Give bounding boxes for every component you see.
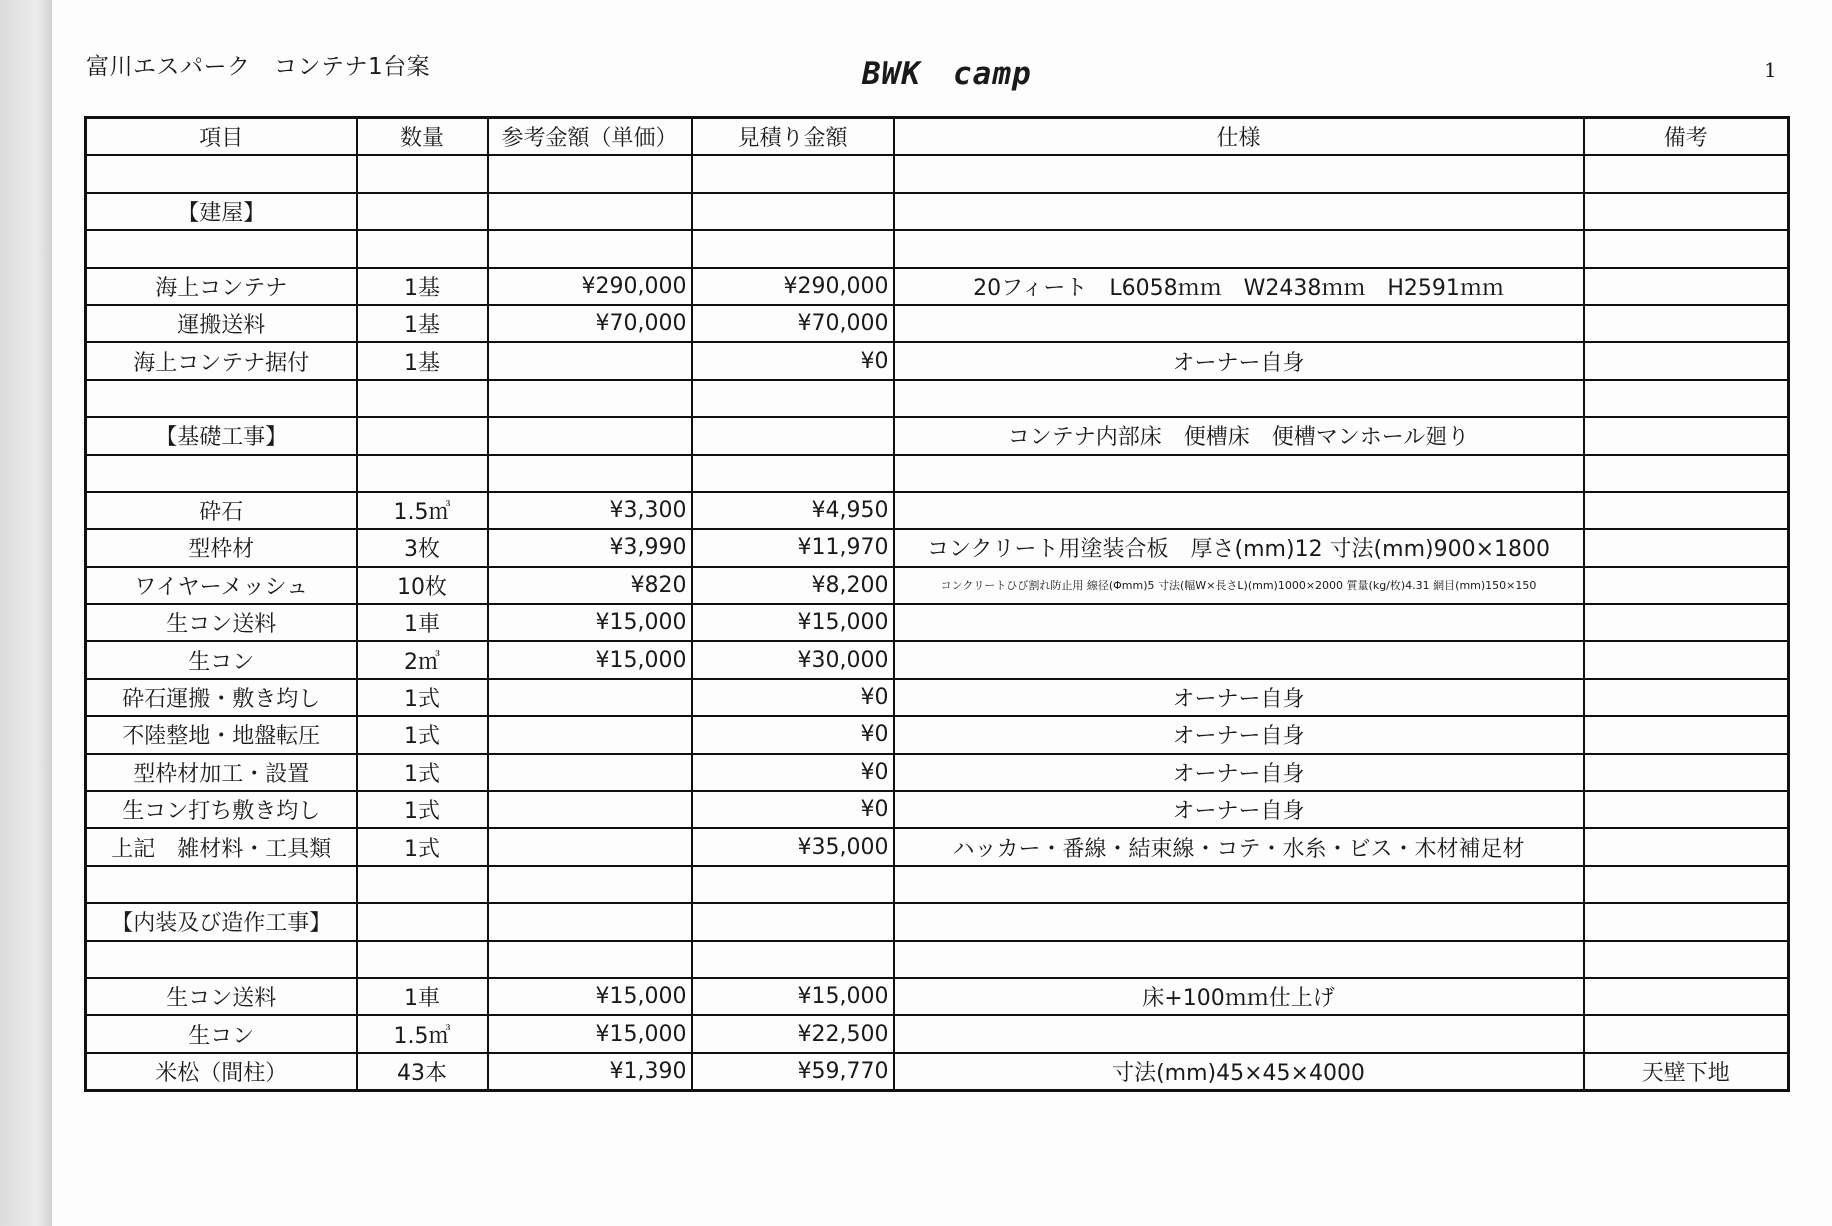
cell-item: 型枠材加工・設置 (86, 754, 357, 791)
cell-estimate-amount: ¥35,000 (692, 828, 894, 865)
cell-specification: オーナー自身 (894, 716, 1584, 753)
header-item: 項目 (86, 118, 357, 156)
cell-remarks (1584, 604, 1789, 641)
cell-estimate-amount (692, 380, 894, 417)
table-row (86, 305, 1789, 342)
estimate-table (84, 116, 1790, 1092)
table-row (86, 1015, 1789, 1052)
table-row (86, 492, 1789, 529)
cell-specification (894, 193, 1584, 230)
cell-reference-price (488, 342, 692, 379)
cell-remarks (1584, 380, 1789, 417)
cell-item: 砕石運搬・敷き均し (86, 679, 357, 716)
cell-specification: オーナー自身 (894, 791, 1584, 828)
cell-estimate-amount (692, 866, 894, 903)
cell-reference-price: ¥290,000 (488, 268, 692, 305)
cell-specification (894, 492, 1584, 529)
table-row (86, 716, 1789, 753)
cell-estimate-amount (692, 455, 894, 492)
header-specification: 仕様 (894, 118, 1584, 156)
table-row (86, 567, 1789, 604)
cell-remarks: 天壁下地 (1584, 1053, 1789, 1091)
cell-estimate-amount: ¥0 (692, 754, 894, 791)
cell-estimate-amount (692, 155, 894, 192)
cell-item: 海上コンテナ (86, 268, 357, 305)
cell-quantity: 1式 (357, 679, 488, 716)
cell-specification: オーナー自身 (894, 754, 1584, 791)
cell-item: 砕石 (86, 492, 357, 529)
cell-estimate-amount: ¥59,770 (692, 1053, 894, 1091)
table-row (86, 866, 1789, 903)
table-row (86, 155, 1789, 192)
cell-remarks (1584, 305, 1789, 342)
cell-estimate-amount (692, 903, 894, 940)
table-row (86, 679, 1789, 716)
cell-reference-price (488, 155, 692, 192)
cell-quantity: 1式 (357, 828, 488, 865)
table-row (86, 417, 1789, 454)
cell-remarks (1584, 903, 1789, 940)
header-reference-price: 参考金額（単価） (488, 118, 692, 156)
cell-remarks (1584, 941, 1789, 978)
cell-reference-price (488, 230, 692, 267)
header-quantity: 数量 (357, 118, 488, 156)
cell-estimate-amount: ¥290,000 (692, 268, 894, 305)
cell-specification (894, 380, 1584, 417)
cell-specification (894, 305, 1584, 342)
table-row (86, 342, 1789, 379)
cell-remarks (1584, 492, 1789, 529)
cell-quantity: 1車 (357, 978, 488, 1015)
table-row (86, 230, 1789, 267)
cell-reference-price: ¥820 (488, 567, 692, 604)
cell-quantity (357, 380, 488, 417)
table-body (86, 155, 1789, 1090)
cell-remarks (1584, 455, 1789, 492)
cell-quantity: 1.5㎥ (357, 1015, 488, 1052)
cell-specification (894, 941, 1584, 978)
cell-specification: オーナー自身 (894, 679, 1584, 716)
cell-remarks (1584, 155, 1789, 192)
cell-reference-price (488, 679, 692, 716)
cell-estimate-amount (692, 230, 894, 267)
cell-quantity (357, 455, 488, 492)
cell-reference-price (488, 193, 692, 230)
cell-specification (894, 866, 1584, 903)
cell-reference-price (488, 455, 692, 492)
cell-item: 生コン送料 (86, 604, 357, 641)
cell-quantity (357, 417, 488, 454)
cell-remarks (1584, 567, 1789, 604)
cell-remarks (1584, 978, 1789, 1015)
cell-reference-price: ¥3,990 (488, 529, 692, 566)
cell-estimate-amount: ¥15,000 (692, 604, 894, 641)
cell-quantity: 1.5㎥ (357, 492, 488, 529)
cell-specification: コンテナ内部床 便槽床 便槽マンホール廻り (894, 417, 1584, 454)
cell-remarks (1584, 828, 1789, 865)
cell-reference-price (488, 716, 692, 753)
cell-quantity: 3枚 (357, 529, 488, 566)
cell-remarks (1584, 641, 1789, 678)
cell-item: 生コン (86, 641, 357, 678)
cell-reference-price: ¥3,300 (488, 492, 692, 529)
cell-specification (894, 903, 1584, 940)
cell-item: 米松（間柱） (86, 1053, 357, 1091)
cell-quantity: 1基 (357, 268, 488, 305)
cell-estimate-amount: ¥11,970 (692, 529, 894, 566)
cell-reference-price: ¥70,000 (488, 305, 692, 342)
cell-remarks (1584, 417, 1789, 454)
cell-item (86, 230, 357, 267)
table-row (86, 828, 1789, 865)
table-row (86, 380, 1789, 417)
cell-remarks (1584, 866, 1789, 903)
cell-estimate-amount: ¥0 (692, 342, 894, 379)
cell-item: 【基礎工事】 (86, 417, 357, 454)
cell-quantity (357, 903, 488, 940)
cell-quantity: 10枚 (357, 567, 488, 604)
cell-specification (894, 455, 1584, 492)
cell-remarks (1584, 716, 1789, 753)
cell-quantity (357, 155, 488, 192)
table-row (86, 1053, 1789, 1091)
cell-reference-price (488, 828, 692, 865)
cell-reference-price: ¥15,000 (488, 1015, 692, 1052)
cell-estimate-amount: ¥70,000 (692, 305, 894, 342)
table-row (86, 529, 1789, 566)
cell-specification: 床+100ｍｍ仕上げ (894, 978, 1584, 1015)
cell-estimate-amount: ¥4,950 (692, 492, 894, 529)
cell-item: 【建屋】 (86, 193, 357, 230)
viewer-gutter (0, 0, 52, 1226)
cell-quantity (357, 941, 488, 978)
header-remarks: 備考 (1584, 118, 1789, 156)
cell-estimate-amount: ¥8,200 (692, 567, 894, 604)
cell-quantity: 1式 (357, 716, 488, 753)
cell-item: ワイヤーメッシュ (86, 567, 357, 604)
header-estimate-amount: 見積り金額 (692, 118, 894, 156)
cell-estimate-amount: ¥22,500 (692, 1015, 894, 1052)
table-row (86, 903, 1789, 940)
cell-item: 生コン打ち敷き均し (86, 791, 357, 828)
cell-specification: オーナー自身 (894, 342, 1584, 379)
cell-specification (894, 604, 1584, 641)
cell-specification: 寸法(mm)45×45×4000 (894, 1053, 1584, 1091)
cell-quantity: 43本 (357, 1053, 488, 1091)
cell-remarks (1584, 529, 1789, 566)
cell-specification: 20フィート L6058ｍｍ W2438ｍｍ H2591ｍｍ (894, 268, 1584, 305)
cell-estimate-amount: ¥0 (692, 791, 894, 828)
cell-reference-price: ¥15,000 (488, 604, 692, 641)
cell-remarks (1584, 1015, 1789, 1052)
cell-item (86, 866, 357, 903)
cell-quantity: 1基 (357, 305, 488, 342)
table-row (86, 455, 1789, 492)
cell-reference-price: ¥1,390 (488, 1053, 692, 1091)
cell-item (86, 155, 357, 192)
table-row (86, 978, 1789, 1015)
table-row (86, 604, 1789, 641)
cell-reference-price (488, 941, 692, 978)
cell-item: 運搬送料 (86, 305, 357, 342)
cell-remarks (1584, 230, 1789, 267)
cell-quantity: 1基 (357, 342, 488, 379)
cell-reference-price (488, 903, 692, 940)
cell-quantity (357, 866, 488, 903)
cell-reference-price: ¥15,000 (488, 978, 692, 1015)
cell-estimate-amount: ¥30,000 (692, 641, 894, 678)
cell-estimate-amount (692, 941, 894, 978)
cell-reference-price (488, 754, 692, 791)
cell-item: 海上コンテナ据付 (86, 342, 357, 379)
cell-remarks (1584, 679, 1789, 716)
cell-specification: ハッカー・番線・結束線・コテ・水糸・ビス・木材補足材 (894, 828, 1584, 865)
cell-estimate-amount: ¥15,000 (692, 978, 894, 1015)
table-row (86, 754, 1789, 791)
cell-specification (894, 1015, 1584, 1052)
page-number: 1 (1764, 58, 1777, 82)
cell-estimate-amount: ¥0 (692, 716, 894, 753)
cell-item: 上記 雑材料・工具類 (86, 828, 357, 865)
cell-item: 【内装及び造作工事】 (86, 903, 357, 940)
table-row (86, 791, 1789, 828)
cell-remarks (1584, 342, 1789, 379)
cell-specification (894, 641, 1584, 678)
table-header-row (86, 118, 1789, 156)
cell-remarks (1584, 268, 1789, 305)
cell-reference-price (488, 866, 692, 903)
cell-quantity: 1式 (357, 754, 488, 791)
cell-remarks (1584, 791, 1789, 828)
cell-estimate-amount (692, 193, 894, 230)
cell-quantity: 1式 (357, 791, 488, 828)
table-row (86, 193, 1789, 230)
cell-estimate-amount: ¥0 (692, 679, 894, 716)
cell-specification: コンクリート用塗装合板 厚さ(mm)12 寸法(mm)900×1800 (894, 529, 1584, 566)
document-title: 富川エスパーク コンテナ1台案 (86, 54, 431, 80)
table-row (86, 641, 1789, 678)
cell-quantity: 2㎥ (357, 641, 488, 678)
cell-reference-price (488, 417, 692, 454)
table-row (86, 268, 1789, 305)
cell-quantity: 1車 (357, 604, 488, 641)
cell-item: 不陸整地・地盤転圧 (86, 716, 357, 753)
cell-reference-price: ¥15,000 (488, 641, 692, 678)
cell-remarks (1584, 193, 1789, 230)
cell-specification: コンクリートひび割れ防止用 線径(Φmm)5 寸法(幅W×長さL)(mm)1000×2000 質量(kg/枚)4.31 網目(mm)150×150 (894, 567, 1584, 604)
cell-remarks (1584, 754, 1789, 791)
cell-item: 型枠材 (86, 529, 357, 566)
table-row (86, 941, 1789, 978)
cell-item (86, 941, 357, 978)
cell-reference-price (488, 791, 692, 828)
cell-quantity (357, 193, 488, 230)
cell-reference-price (488, 380, 692, 417)
cell-specification (894, 155, 1584, 192)
cell-specification (894, 230, 1584, 267)
cell-quantity (357, 230, 488, 267)
cell-item: 生コン (86, 1015, 357, 1052)
document-page (52, 0, 1832, 1226)
brand-name: BWK camp (862, 56, 1032, 92)
cell-estimate-amount (692, 417, 894, 454)
cell-item (86, 380, 357, 417)
cell-item (86, 455, 357, 492)
cell-item: 生コン送料 (86, 978, 357, 1015)
